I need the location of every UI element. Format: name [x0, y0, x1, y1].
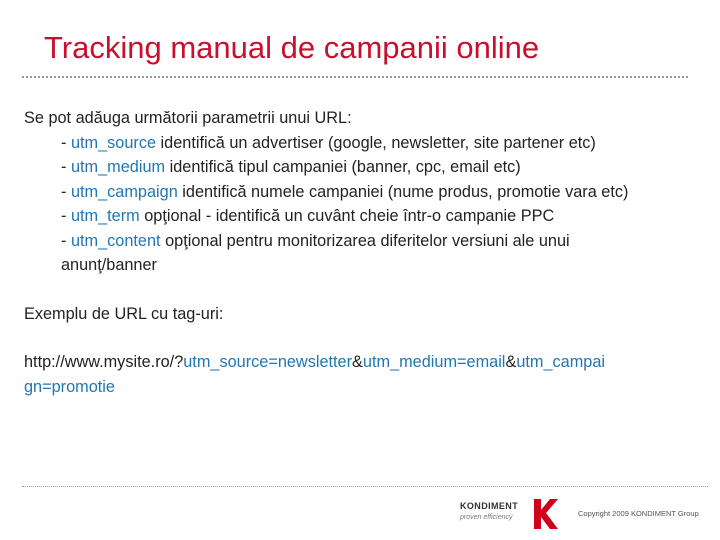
footer-divider	[22, 486, 708, 487]
k-logo-icon	[532, 499, 558, 529]
copyright-text: Copyright 2009 KONDIMENT Group	[578, 509, 699, 518]
item-bullet: -	[61, 231, 71, 250]
item-bullet: -	[61, 158, 71, 176]
param-name: utm_source	[70, 133, 157, 152]
logo-name: KONDIMENT	[460, 501, 519, 511]
param-description: identifică numele campaniei (nume produs, promotie vara etc)	[177, 182, 629, 201]
param-name: utm_term	[70, 207, 140, 225]
param-name: utm_campaign	[70, 182, 178, 201]
utm-parameter-list	[24, 131, 714, 278]
url-separator: &	[352, 353, 363, 371]
list-item	[61, 204, 714, 229]
list-item	[61, 180, 714, 205]
url-param-campaign-continuation: gn=promotie	[24, 377, 115, 396]
param-description: opţional pentru monitorizarea diferitelor versiuni ale unui	[160, 231, 570, 250]
url-param-source: utm_source=newsletter	[183, 353, 353, 371]
list-item	[61, 131, 714, 156]
logo-tagline: proven efficiency	[460, 514, 513, 521]
item-bullet: -	[61, 207, 71, 225]
item-bullet: -	[61, 133, 71, 152]
url-separator: &	[505, 353, 517, 371]
slide-body	[24, 106, 714, 399]
param-description: identifică un advertiser (google, newsletter, site partener etc)	[156, 133, 596, 152]
param-description: opţional - identifică un cuvânt cheie într-o campanie PPC	[139, 207, 555, 225]
list-item	[61, 155, 714, 180]
param-name: utm_content	[70, 231, 161, 250]
example-label: Exemplu de URL cu tag-uri:	[24, 304, 224, 323]
url-param-campaign: utm_campai	[516, 353, 605, 371]
item-bullet: -	[61, 182, 71, 201]
url-param-medium: utm_medium=email	[362, 353, 506, 371]
intro-text: Se pot adăuga următorii parametrii unui URL:	[24, 109, 352, 127]
slide-title: Tracking manual de campanii online	[44, 30, 540, 65]
list-item-continuation: anunţ/banner	[61, 256, 157, 274]
param-description: identifică tipul campaniei (banner, cpc, email etc)	[165, 158, 521, 176]
param-name: utm_medium	[70, 158, 166, 176]
kondiment-logo	[460, 499, 560, 529]
url-base: http://www.mysite.ro/?	[24, 353, 184, 371]
list-item	[61, 229, 714, 254]
example-url	[24, 350, 714, 399]
title-divider	[22, 76, 688, 78]
